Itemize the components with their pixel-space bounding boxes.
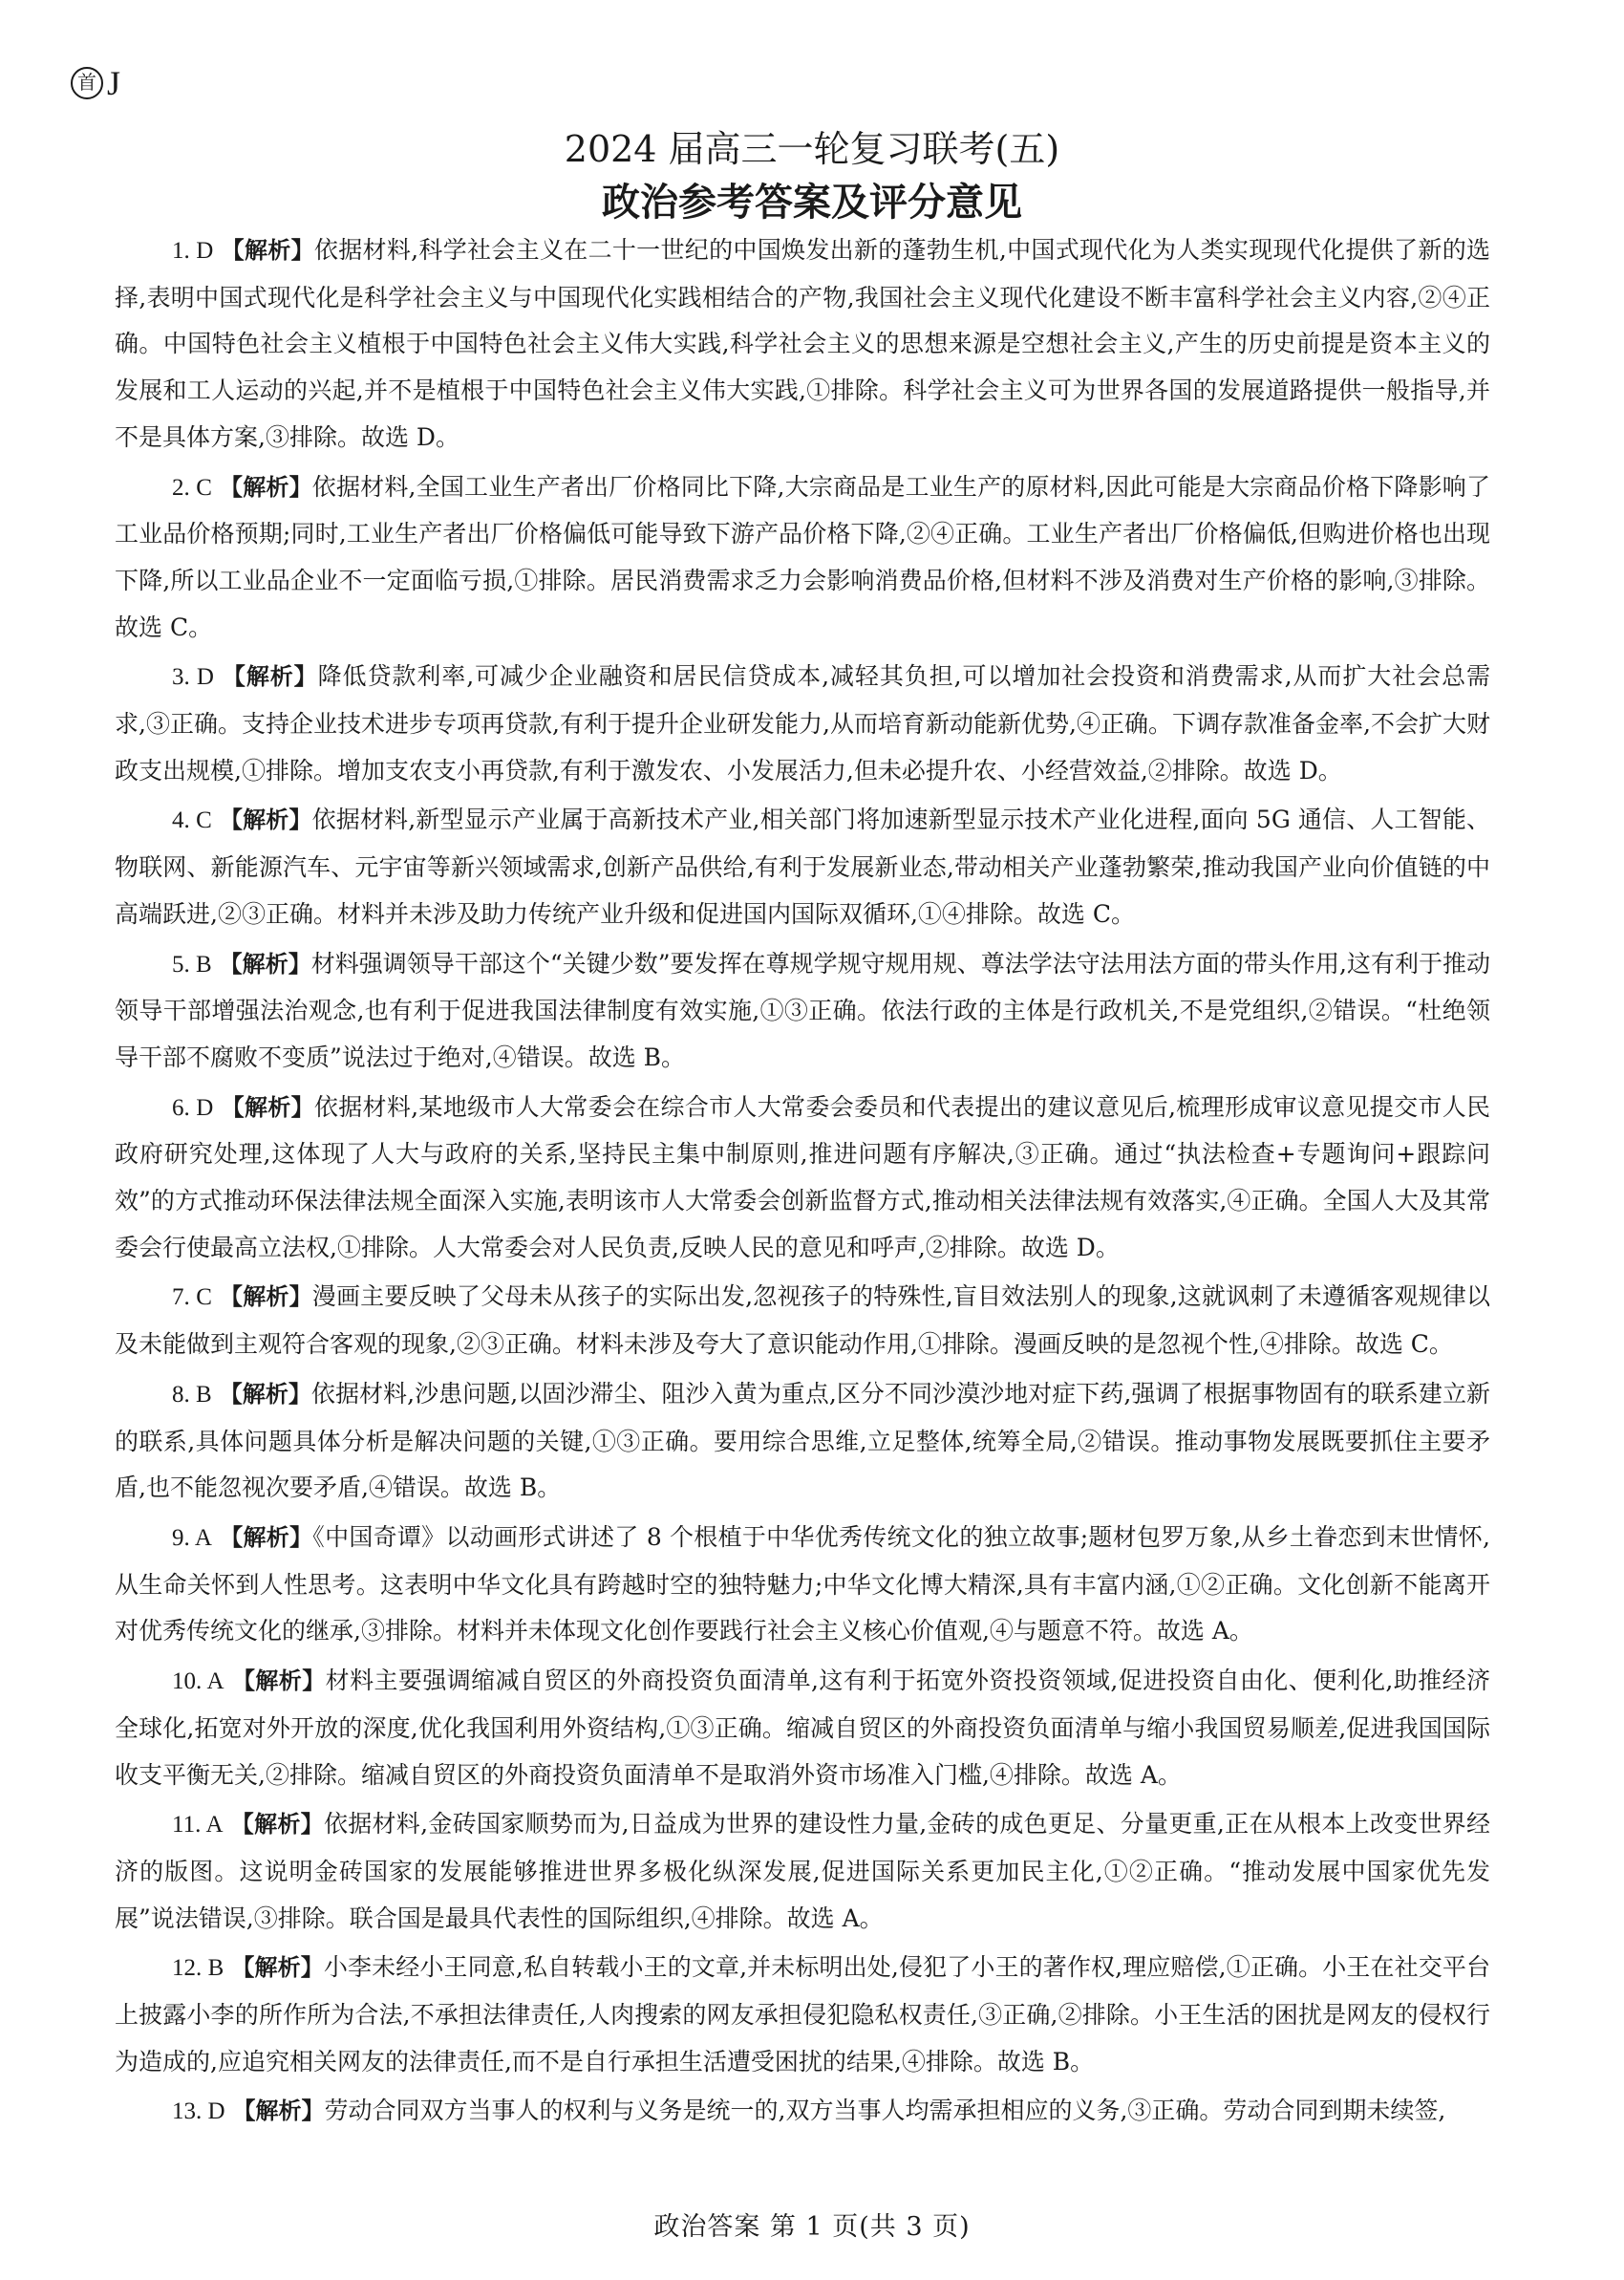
answer-text: 依据材料,新型显示产业属于高新技术产业,相关部门将加速新型显示技术产业化进程,面向 5G 通信、人工智能、物联网、新能源汽车、元宇宙等新兴领域需求,创新产品供给,有利于发展新业态,带动相关产业蓬勃繁荣,推动我国产业向价值链的中高端跃进,②③正确。材料并未涉及助力传统产业升级和促进国内国际双循环,①④排除。故选 C。 bbox=[115, 806, 1490, 928]
answer-text: 依据材料,全国工业生产者出厂价格同比下降,大宗商品是工业生产的原材料,因此可能是大宗商品价格下降影响了工业品价格预期;同时,工业生产者出厂价格偏低可能导致下游产品价格下降,②④正确。工业生产者出厂价格偏低,但购进价格也出现下降,所以工业品企业不一定面临亏损,①排除。居民消费需求乏力会影响消费品价格,但材料不涉及消费对生产价格的影响,③排除。故选 C。 bbox=[115, 472, 1490, 641]
analysis-tag: 【解析】 bbox=[219, 807, 312, 834]
answer-number: 7. C bbox=[172, 1284, 212, 1311]
answer-text: 依据材料,科学社会主义在二十一世纪的中国焕发出新的蓬勃生机,中国式现代化为人类实现现代化提供了新的选择,表明中国式现代化是科学社会主义与中国现代化实践相结合的产物,我国社会主义现代化建设不断丰富科学社会主义内容,②④正确。中国特色社会主义植根于中国特色社会主义伟大实践,科学社会主义的思想来源是空想社会主义,产生的历史前提是资本主义的发展和工人运动的兴起,并不是植根于中国特色社会主义伟大实践,①排除。科学社会主义可为世界各国的发展道路提供一般指导,并不是具体方案,③排除。故选 D。 bbox=[115, 236, 1491, 451]
analysis-tag: 【解析】 bbox=[232, 2097, 325, 2125]
answer-number: 12. B bbox=[172, 1955, 224, 1982]
answer-number: 6. D bbox=[172, 1094, 214, 1121]
page-footer: 政治答案 第 1 页(共 3 页) bbox=[653, 2212, 971, 2242]
answer-text: 降低贷款利率,可减少企业融资和居民信贷成本,减轻其负担,可以增加社会投资和消费需求,从而扩大社会总需求,③正确。支持企业技术进步专项再贷款,有利于提升企业研发能力,从而培育新动能新优势,④正确。下调存款准备金率,不会扩大财政支出规模,①排除。增加支农支小再贷款,有利于激发农、小发展活力,但未必提升农、小经营效益,②排除。故选 D。 bbox=[115, 662, 1491, 785]
answer-item bbox=[115, 1801, 1490, 1942]
answer-item bbox=[115, 464, 1490, 652]
answer-number: 8. B bbox=[172, 1381, 212, 1408]
corner-letter: J bbox=[107, 64, 121, 102]
answer-number: 11. A bbox=[172, 1812, 224, 1839]
analysis-tag: 【解析】 bbox=[222, 663, 318, 691]
answer-item bbox=[115, 1515, 1490, 1655]
page-subtitle: 政治参考答案及评分意见 bbox=[602, 181, 1022, 225]
answer-item bbox=[115, 1658, 1490, 1798]
answer-number: 3. D bbox=[172, 664, 214, 691]
answer-item bbox=[115, 797, 1490, 937]
answer-item bbox=[115, 1085, 1490, 1272]
answer-item bbox=[115, 941, 1490, 1082]
answer-number: 5. B bbox=[172, 951, 212, 978]
answer-number: 10. A bbox=[172, 1668, 224, 1695]
answer-text: 漫画主要反映了父母未从孩子的实际出发,忽视孩子的特殊性,盲目效法别人的现象,这就讽刺了未遵循客观规律以及未能做到主观符合客观的现象,②③正确。材料未涉及夸大了意识能动作用,①排除。漫画反映的是忽视个性,④排除。故选 C。 bbox=[115, 1282, 1490, 1359]
answer-text: 材料主要强调缩减自贸区的外商投资负面清单,这有利于拓宽外资投资领域,促进投资自由化、便利化,助推经济全球化,拓宽对外开放的深度,优化我国利用外资结构,①③正确。缩减自贸区的外商投资负面清单与缩小我国贸易顺差,促进我国国际收支平衡无关,②排除。缩减自贸区的外商投资负面清单不是取消外资市场准入门槛,④排除。故选 A。 bbox=[115, 1667, 1490, 1789]
answer-item bbox=[115, 654, 1490, 794]
analysis-tag: 【解析】 bbox=[221, 1093, 314, 1121]
analysis-tag: 【解析】 bbox=[220, 1283, 312, 1311]
page-title: 2024 届高三一轮复习联考(五) bbox=[564, 128, 1060, 170]
analysis-tag: 【解析】 bbox=[219, 1380, 311, 1408]
answer-text: 依据材料,某地级市人大常委会在综合市人大常委会委员和代表提出的建议意见后,梳理形成审议意见提交市人民政府研究处理,这体现了人大与政府的关系,坚持民主集中制原则,推进问题有序解决,③正确。通过“执法检查+专题询问+跟踪问效”的方式推动环保法律法规全面深入实施,表明该市人大常委会创新监督方式,推动相关法律法规有效落实,④正确。全国人大及其常委会行使最高立法权,①排除。人大常委会对人民负责,反映人民的意见和呼声,②排除。故选 D。 bbox=[115, 1092, 1491, 1261]
analysis-tag: 【解析】 bbox=[230, 1811, 324, 1839]
answer-number: 4. C bbox=[172, 807, 212, 834]
answer-list bbox=[115, 227, 1490, 2139]
answer-text: 《中国奇谭》以动画形式讲述了 8 个根植于中华优秀传统文化的独立故事;题材包罗万象,从乡土眷恋到末世情怀,从生命关怀到人性思考。这表明中华文化具有跨越时空的独特魅力;中华文化博大精深,具有丰富内涵,①②正确。文化创新不能离开对优秀传统文化的继承,③排除。材料并未体现文化创作要践行社会主义核心价值观,④与题意不符。故选 A。 bbox=[115, 1522, 1490, 1645]
answer-number: 13. D bbox=[172, 2098, 225, 2125]
answer-text: 小李未经小王同意,私自转载小王的文章,并未标明出处,侵犯了小王的著作权,理应赔偿,①正确。小王在社交平台上披露小李的所作所为合法,不承担法律责任,人肉搜索的网友承担侵犯隐私权责任,③正确,②排除。小王生活的困扰是网友的侵权行为造成的,应追究相关网友的法律责任,而不是自行承担生活遭受困扰的结果,④排除。故选 B。 bbox=[115, 1953, 1490, 2076]
answer-text: 依据材料,沙患问题,以固沙滞尘、阻沙入黄为重点,区分不同沙漠沙地对症下药,强调了根据事物固有的联系建立新的联系,具体问题具体分析是解决问题的关键,①③正确。要用综合思维,立足整体,统筹全局,②错误。推动事物发展既要抓住主要矛盾,也不能忽视次要矛盾,④错误。故选 B。 bbox=[115, 1379, 1491, 1502]
answer-text: 依据材料,金砖国家顺势而为,日益成为世界的建设性力量,金砖的成色更足、分量更重,正在从根本上改变世界经济的版图。这说明金砖国家的发展能够推进世界多极化纵深发展,促进国际关系更加民主化,①②正确。“推动发展中国家优先发展”说法错误,③排除。联合国是最具代表性的国际组织,④排除。故选 A。 bbox=[115, 1810, 1491, 1932]
answer-text: 劳动合同双方当事人的权利与义务是统一的,双方当事人均需承担相应的义务,③正确。劳动合同到期未续签, bbox=[324, 2097, 1446, 2125]
answer-text: 材料强调领导干部这个“关键少数”要发挥在尊规学规守规用规、尊法学法守法用法方面的带头作用,这有利于推动领导干部增强法治观念,也有利于促进我国法律制度有效实施,①③正确。依法行政的主体是行政机关,不是党组织,②错误。“杜绝领导干部不腐败不变质”说法过于绝对,④错误。故选 B。 bbox=[115, 949, 1491, 1071]
analysis-tag: 【解析】 bbox=[220, 1523, 313, 1551]
answer-number: 1. D bbox=[172, 238, 214, 264]
answer-item bbox=[115, 227, 1490, 462]
analysis-tag: 【解析】 bbox=[219, 950, 311, 978]
analysis-tag: 【解析】 bbox=[231, 1667, 326, 1695]
answer-number: 2. C bbox=[172, 474, 212, 501]
answer-item bbox=[115, 1274, 1490, 1367]
circled-char-icon: 首 bbox=[71, 67, 103, 99]
analysis-tag: 【解析】 bbox=[220, 473, 312, 501]
answer-number: 9. A bbox=[172, 1524, 212, 1551]
page-header bbox=[0, 122, 1624, 229]
answer-item bbox=[115, 1945, 1490, 2085]
answer-item bbox=[115, 1371, 1490, 1512]
analysis-tag: 【解析】 bbox=[231, 1954, 324, 1982]
answer-item bbox=[115, 2088, 1490, 2136]
analysis-tag: 【解析】 bbox=[221, 237, 314, 264]
corner-mark bbox=[71, 63, 120, 103]
